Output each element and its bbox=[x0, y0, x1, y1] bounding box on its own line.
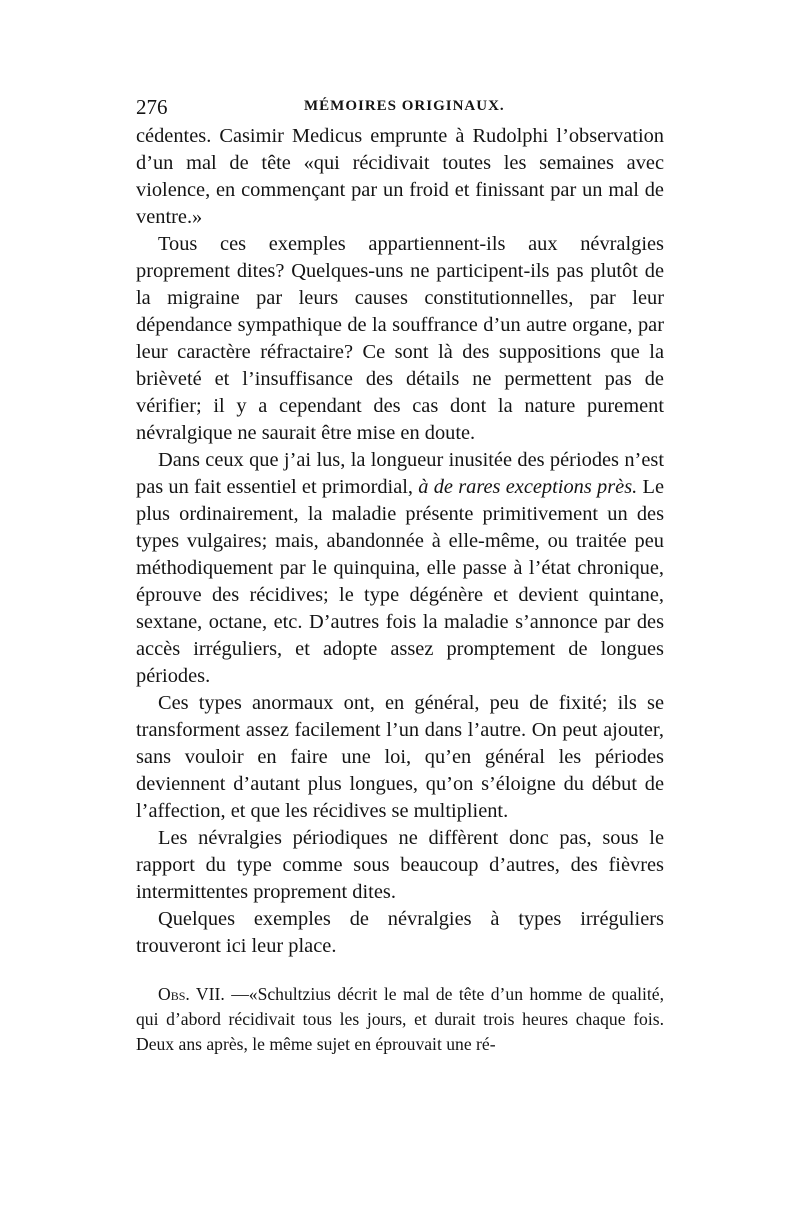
body-text bbox=[136, 123, 664, 960]
paragraph-exemples: Quelques exemples de névralgies à types irréguliers trouveront ici leur place. bbox=[136, 908, 664, 957]
book-page bbox=[136, 95, 664, 1057]
emphasized-phrase: à de rares exceptions près. bbox=[418, 476, 638, 498]
paragraph-text-before-emphasis: Dans ceux que j’ai lus, la longueur inusitée des périodes n’est pas un fait essentiel et primordial, bbox=[136, 449, 664, 498]
observation-block bbox=[136, 982, 664, 1057]
observation-label: Obs. VII. bbox=[158, 984, 225, 1004]
paragraph-fievres-intermittentes: Les névralgies périodiques ne diffèrent donc pas, sous le rapport du type comme sous beaucoup d’autres, des fièvres intermittentes proprement dites. bbox=[136, 827, 664, 903]
observation-paragraph bbox=[136, 982, 664, 1057]
paragraph-continuation: cédentes. Casimir Medicus emprunte à Rudolphi l’observation d’un mal de tête «qui récidivait toutes les semaines avec violence, en commençant par un froid et finissant par un mal de ventre.» bbox=[136, 125, 664, 228]
paragraph-text-after-emphasis: Le plus ordinairement, la maladie présente primitivement un des types vulgaires; mais, abandonnée à elle-même, ou traitée peu méthodiquement par le quinquina, elle passe à l’état chronique, éprouve des récidives; le type dégénère et devient quintane, sextane, octane, etc. D’autres fois la maladie s’annonce par des accès irréguliers, et adopte assez promptement de longues périodes. bbox=[136, 476, 664, 687]
running-title: MÉMOIRES ORIGINAUX. bbox=[304, 98, 505, 114]
paragraph-longues-periodes bbox=[136, 447, 664, 690]
running-head bbox=[136, 95, 664, 123]
observation-text: —«Schultzius décrit le mal de tête d’un homme de qualité, qui d’abord récidivait tous les jours, et durait trois heures chaque fois. Deux ans après, le même sujet en éprouvait une ré- bbox=[136, 984, 665, 1054]
paragraph-types-anormaux: Ces types anormaux ont, en général, peu de fixité; ils se transforment assez facilement l’un dans l’autre. On peut ajouter, sans vouloir en faire une loi, qu’en général les périodes deviennent d’autant plus longues, qu’on s’éloigne du début de l’affection, et que les récidives se multiplient. bbox=[136, 692, 664, 822]
paragraph-nevralgies-question: Tous ces exemples appartiennent-ils aux névralgies proprement dites? Quelques-uns ne participent-ils pas plutôt de la migraine par leurs causes constitutionnelles, par leur dépendance sympathique de la souffrance d’un autre organe, par leur caractère réfractaire? Ce sont là des suppositions que la brièveté et l’insuffisance des détails ne permettent pas de vérifier; il y a cependant des cas dont la nature purement névralgique ne saurait être mise en doute. bbox=[136, 233, 664, 444]
page-number: 276 bbox=[136, 95, 168, 119]
